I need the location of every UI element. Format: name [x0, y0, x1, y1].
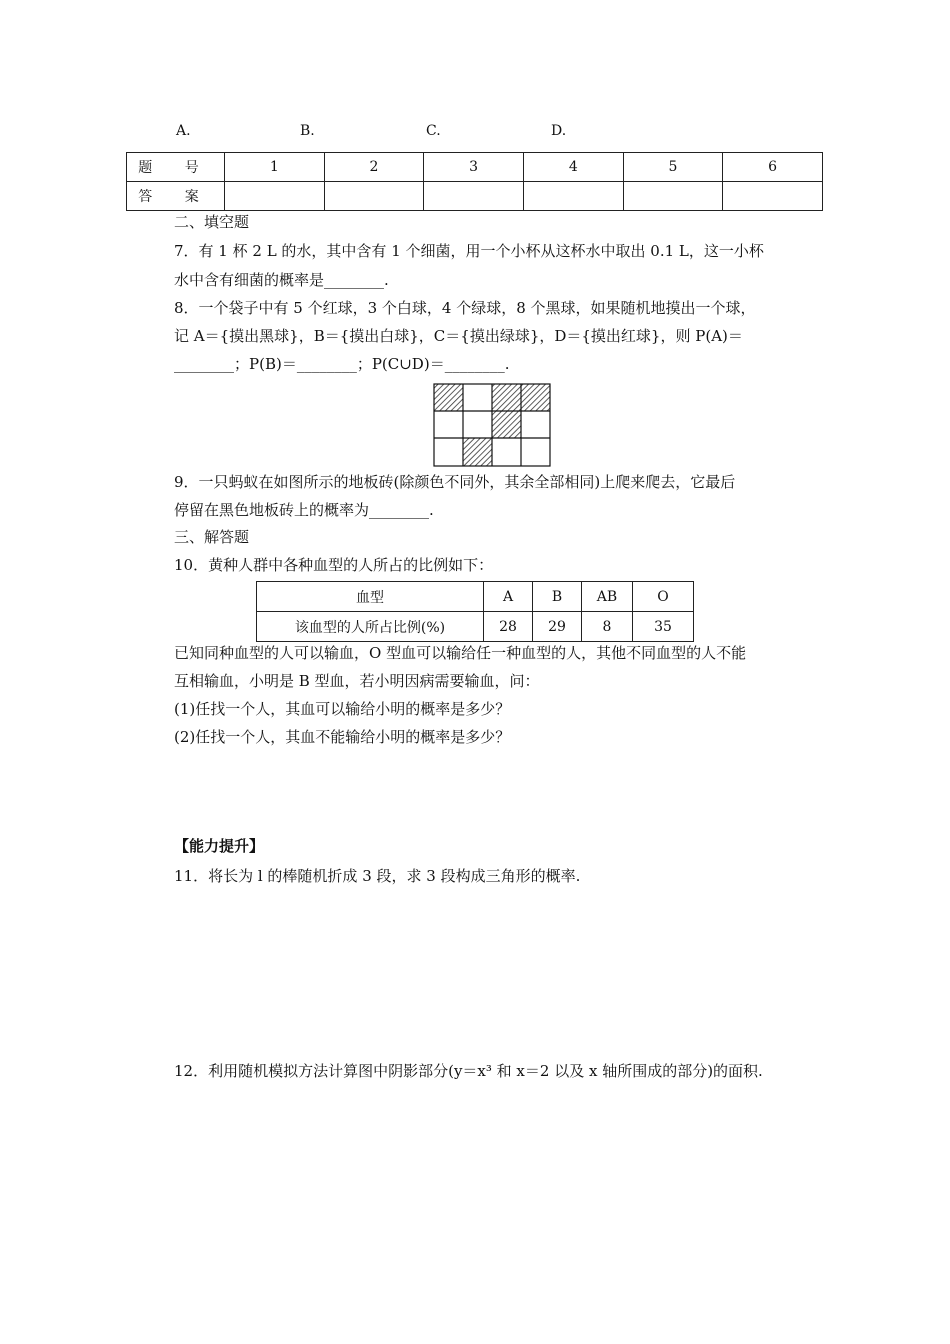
q7-line1: 7．有 1 杯 2 L 的水，其中含有 1 个细菌，用一个小杯从这杯水中取出 0.1 L，这一小杯 [174, 242, 764, 260]
question-number-cell: 1 [225, 153, 325, 182]
answer-table-answer-row [127, 182, 823, 211]
blood-type-table [256, 581, 694, 642]
blood-table-cell: 29 [533, 612, 582, 642]
blood-table-data-row [257, 612, 694, 642]
answer-table-number-row [127, 153, 823, 182]
q9-line1: 9．一只蚂蚁在如图所示的地板砖(除颜色不同外，其余全部相同)上爬来爬去，它最后 [174, 473, 736, 491]
answer-cell[interactable] [225, 182, 325, 211]
blood-table-header-cell: AB [582, 582, 633, 612]
q7-line2: 水中含有细菌的概率是________. [174, 271, 389, 289]
option-b: B. [300, 123, 315, 139]
blood-table-cell: 28 [484, 612, 533, 642]
question-number-cell: 6 [723, 153, 823, 182]
answer-cell[interactable] [424, 182, 524, 211]
question-number-header: 题 号 [127, 153, 225, 182]
blood-table-cell: 8 [582, 612, 633, 642]
q10-sub2: (2)任找一个人，其血不能输给小明的概率是多少？ [174, 728, 511, 746]
q9-line2: 停留在黑色地板砖上的概率为________. [174, 501, 434, 519]
option-a: A. [176, 123, 191, 139]
q10-line2: 互相输血，小明是 B 型血，若小明因病需要输血，问： [174, 672, 540, 690]
section-fill-in-heading: 二、填空题 [174, 213, 250, 231]
answer-header: 答 案 [127, 182, 225, 211]
q10-line1: 已知同种血型的人可以输血，O 型血可以输给任一种血型的人，其他不同血型的人不能 [174, 644, 747, 662]
blood-table-header-cell: B [533, 582, 582, 612]
blood-table-cell: 该血型的人所占比例(%) [257, 612, 484, 642]
q10-intro: 10．黄种人群中各种血型的人所占的比例如下： [174, 556, 494, 574]
answer-cell[interactable] [623, 182, 723, 211]
answer-table [126, 152, 823, 211]
question-number-cell: 3 [424, 153, 524, 182]
section-solve-heading: 三、解答题 [174, 528, 250, 546]
answer-cell[interactable] [723, 182, 823, 211]
q11: 11．将长为 l 的棒随机折成 3 段，求 3 段构成三角形的概率. [174, 867, 581, 885]
answer-cell[interactable] [523, 182, 623, 211]
question-number-cell: 4 [523, 153, 623, 182]
question-number-cell: 5 [623, 153, 723, 182]
q12: 12．利用随机模拟方法计算图中阴影部分(y＝x³ 和 x＝2 以及 x 轴所围成的部分)的面积. [174, 1062, 763, 1080]
q8-line2: 记 A＝{摸出黑球}，B＝{摸出白球}，C＝{摸出绿球}，D＝{摸出红球}，则 P(A)＝ [174, 327, 743, 345]
floor-tile-figure [433, 383, 551, 467]
blood-table-header-cell: O [633, 582, 694, 612]
answer-cell[interactable] [324, 182, 424, 211]
blood-table-header-cell: A [484, 582, 533, 612]
q8-line3: ________；P(B)＝________；P(C∪D)＝________. [174, 355, 510, 373]
option-d: D. [551, 123, 567, 139]
option-c: C. [426, 123, 441, 139]
blood-table-cell: 35 [633, 612, 694, 642]
blood-table-header-row [257, 582, 694, 612]
q8-line1: 8．一个袋子中有 5 个红球，3 个白球，4 个绿球，8 个黑球，如果随机地摸出一个球， [174, 299, 756, 317]
ability-heading: 【能力提升】 [174, 837, 265, 855]
question-number-cell: 2 [324, 153, 424, 182]
blood-table-header-cell: 血型 [257, 582, 484, 612]
q10-sub1: (1)任找一个人，其血可以输给小明的概率是多少？ [174, 700, 511, 718]
